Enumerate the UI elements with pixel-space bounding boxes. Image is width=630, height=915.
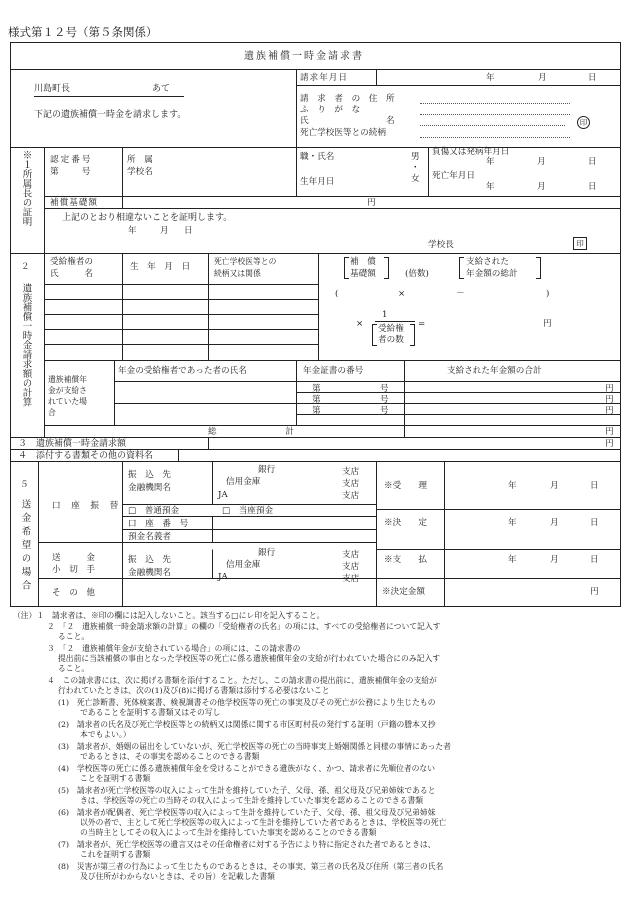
bracket-left-2: [459, 257, 464, 279]
formula-times: (倍数): [405, 269, 429, 279]
col-relation-2: 続柄又は関係: [214, 269, 261, 278]
pension-name-header: 年金の受給権者であった者の氏名: [118, 366, 247, 376]
dest-label-2: 金融機関名: [128, 483, 171, 493]
note-line: 行われていたときは、次の(1)及び(8)に掲げる書類は添付する必要はないこと: [58, 686, 330, 695]
claimant-address-label: 請 求 者 の 住 所: [300, 94, 395, 104]
pension-yen-3: 円: [605, 406, 614, 416]
certify-day: 日: [184, 226, 193, 236]
formula-paid-1: 支給された: [466, 257, 509, 267]
note-line: (8) 災害が第三者の行為によって生じたものであるときは、その事実、第三者の氏名及び住所（第三者の氏名: [58, 862, 444, 871]
pension-total-header: 支給された年金額の合計: [447, 366, 542, 376]
pension-yen-2: 円: [605, 395, 614, 405]
note-line: これを証明する書類: [80, 850, 151, 859]
credit-union-1: 信用金庫: [226, 477, 261, 487]
death-month: 月: [537, 182, 546, 192]
injury-year: 年: [486, 157, 495, 167]
note-line: (6) 請求者が配偶者、死亡学校医等の収入によって生計を維持していた子、父母、孫、祖父母及び兄弟姉妹: [58, 808, 436, 817]
note-line: ２ 「２ 遺族補償一時金請求額の計算」の欄の「受給権者の氏名」の項には、すべての受給権者について記入す: [47, 622, 441, 631]
pension-dai-3: 第: [312, 406, 321, 416]
bank-2: 銀行: [258, 548, 276, 558]
decided-month: 月: [550, 518, 559, 528]
gender-dot: ・: [411, 163, 420, 173]
branch-2a: 支店: [342, 550, 360, 560]
addressee-underline: [34, 96, 184, 97]
birth-label: 生年月日: [300, 177, 335, 187]
claimant-seal: 印: [577, 116, 590, 129]
check-label-2: 小 切 手: [52, 565, 95, 575]
form-title: 遺族補償一時金請求書: [244, 51, 364, 62]
pension-dai-1: 第: [312, 384, 321, 394]
injury-month: 月: [537, 157, 546, 167]
note-line: 提出前に当該補償の事由となった学校医等の死亡に係る遺族補償年金の支給が行われていた場合にのみ記入す: [58, 654, 441, 663]
pension-case-2: 金が支給さ: [48, 386, 87, 395]
branch-2b: 支店: [342, 562, 360, 572]
cert-number-label: 認定番号: [50, 155, 93, 165]
comp-base-label: 補償基礎額: [50, 198, 98, 208]
section5-number: ５: [20, 480, 29, 490]
male-label: 男: [411, 152, 420, 162]
claimant-furigana-line: [420, 114, 570, 115]
formula-x: ×: [398, 289, 406, 299]
note-line: (5) 請求者が死亡学校医等の収入によって生計を維持していた子、父母、孫、祖父母及び兄弟姉妹であると: [58, 786, 436, 795]
note-line: (3) 請求者が、婚姻の届出をしていないが、死亡学校医等の死亡の当時事実上婚姻関係と同様の事情にあった者: [58, 742, 452, 751]
bracket-right-3: [410, 324, 415, 346]
death-day: 日: [588, 182, 597, 192]
col-birth: 生 年 月 日: [130, 262, 191, 272]
pension-case-4: 合: [48, 408, 56, 417]
paid-label: ※支 払: [384, 555, 427, 565]
request-date-label: 請求年月日: [300, 73, 348, 83]
formula-den-2: 者の数: [378, 335, 404, 345]
branch-1a: 支店: [342, 467, 360, 477]
request-year: 年: [486, 73, 495, 83]
pension-dai-2: 第: [312, 395, 321, 405]
branch-2c: 支店: [342, 574, 360, 584]
pension-total-yen: 円: [605, 427, 614, 437]
note-line: ること。: [58, 632, 90, 641]
col-name-1: 受給権者の: [50, 257, 93, 267]
pension-go-3: 号: [380, 406, 389, 416]
claimant-relation-label: 死亡学校医等との続柄: [300, 128, 386, 138]
row3-label: ３ 遺族補償一時金請求額: [18, 439, 127, 449]
note-line: きは、学校医等の死亡の当時その収入によって生計を維持していた事実を認めることのできる書類: [80, 796, 424, 805]
pension-go-2: 号: [380, 395, 389, 405]
request-month: 月: [538, 73, 547, 83]
col-relation-1: 死亡学校医等との: [214, 257, 277, 266]
section2-number: ２: [21, 262, 30, 272]
certify-year: 年: [128, 226, 137, 236]
bracket-right-2: [536, 257, 541, 279]
death-date-label: 死亡年月日: [432, 171, 475, 181]
claimant-name-label: 氏 名: [300, 116, 395, 126]
addressee: 川島町長: [34, 84, 71, 94]
claimant-address-line: [420, 103, 570, 104]
check-label-1: 送 金: [52, 553, 95, 563]
formula-eq: =: [418, 319, 426, 329]
note-line: 本でもよい。）: [80, 730, 131, 739]
notes: [0, 612, 630, 912]
addressee-suffix: あて: [152, 84, 171, 94]
formula-one: 1: [382, 310, 388, 320]
ja-1: JA: [218, 490, 228, 500]
note-line: の当時主としてその収入によって生計を維持していた事実を認めることのできる書類: [80, 828, 377, 837]
ja-2: JA: [218, 572, 228, 582]
request-text: 下記の遺族補償一時金を請求します。: [34, 110, 187, 120]
received-label: ※受 理: [384, 481, 427, 491]
affiliation-label: 所 属: [127, 155, 153, 165]
injury-day: 日: [588, 157, 597, 167]
note-line: ３ 「２ 遺族補償年金が支給されている場合」の項には、この請求書の: [47, 644, 301, 653]
injury-date-label: 負傷又は発病年月日: [432, 147, 510, 157]
formula-yen: 円: [543, 319, 552, 329]
decided-year: 年: [508, 518, 517, 528]
note-line: (7) 請求者が、死亡学校医等の遺言又はその任命権者に対する予告により特に指定された者であるときは、: [58, 840, 436, 849]
death-year: 年: [486, 182, 495, 192]
claimant-furigana-label: ふ り が な: [300, 105, 361, 115]
branch-1c: 支店: [342, 491, 360, 501]
row4-label: ４ 添付する書類その他の資料名: [18, 451, 154, 461]
note-line: (2) 請求者の氏名及び死亡学校医等との続柄又は関係に関する市区町村長の発行する証明（戸籍の謄本又抄: [58, 720, 436, 729]
formula-base-1: 補 償: [350, 257, 376, 267]
transfer-label: 口 座 振 替: [52, 501, 120, 511]
female-label: 女: [411, 174, 420, 184]
comp-base-yen: 円: [367, 198, 376, 208]
dest2-label-2: 金融機関名: [128, 568, 171, 578]
amount-label: ※決定金額: [382, 587, 425, 597]
formula-close: ): [546, 289, 550, 299]
pension-yen-1: 円: [605, 384, 614, 394]
received-month: 月: [550, 481, 559, 491]
branch-1b: 支店: [342, 479, 360, 489]
section5-side-label: 送金希望の場合: [19, 499, 31, 594]
section2-side-label: 遺族補償一時金請求額の計算: [20, 283, 32, 407]
claimant-relation-line: [420, 137, 570, 138]
decided-label: ※決 定: [384, 518, 427, 528]
bank-1: 銀行: [258, 465, 276, 475]
note-line: であることを証明する書類又はその写し: [80, 708, 221, 717]
pension-go-1: 号: [380, 384, 389, 394]
dest2-label-1: 振 込 先: [128, 555, 171, 565]
request-day: 日: [588, 73, 597, 83]
section1-side-label: ※１所属長の証明: [20, 150, 32, 226]
col-name-2: 氏 名: [50, 269, 93, 279]
bracket-left-3: [372, 324, 377, 346]
note-line: ４ この請求書には、次に掲げる書類を添付すること。ただし、この請求書の提出前に、遺族補償年金の支給が: [47, 676, 437, 685]
school-label: 学校名: [127, 167, 153, 177]
account-no-label: 口 座 番 号: [128, 519, 189, 529]
note-line: ことを証明する書類: [80, 774, 151, 783]
pension-case-3: れていた場: [48, 397, 87, 406]
formula-base-2: 基礎額: [350, 269, 376, 279]
other-label: そ の 他: [52, 588, 95, 598]
row3-yen: 円: [605, 439, 614, 449]
holder-label: 預金名義者: [128, 532, 171, 542]
note-line: （注）１ 請求者は、※印の欄には記入しないこと。該当する□にレ印を記入すること。: [13, 611, 325, 620]
cert-number-sub: 第 号: [50, 167, 93, 177]
dest-label-1: 振 込 先: [128, 470, 171, 480]
received-day: 日: [590, 481, 599, 491]
job-name-label: 職・氏名: [300, 152, 335, 162]
note-line: 及び住所がわからないときは、その旨）を記載した書類: [80, 872, 275, 881]
pension-case-1: 遺族補償年: [48, 375, 87, 384]
formula-paid-2: 年金額の総計: [466, 269, 518, 279]
note-line: であるときは、その事実を認めることのできる書類: [80, 752, 260, 761]
fraction-bar: [375, 321, 415, 322]
received-year: 年: [508, 481, 517, 491]
ordinary-deposit-checkbox[interactable]: □ 普通預金: [128, 506, 180, 516]
note-line: ること。: [58, 664, 90, 673]
amount-yen: 円: [590, 587, 599, 597]
pension-cert-header: 年金証書の番号: [303, 366, 364, 376]
decided-day: 日: [590, 518, 599, 528]
note-line: (4) 学校医等の死亡に係る遺族補償年金を受けることができる遺族がなく、かつ、請求者に先順位者のない: [58, 764, 436, 773]
principal-seal: 印: [573, 237, 587, 250]
certify-text: 上記のとおり相違ないことを証明します。: [62, 213, 233, 223]
current-deposit-checkbox[interactable]: □ 当座預金: [222, 506, 274, 516]
formula-open: (: [335, 289, 339, 299]
formula-den-1: 受給権: [378, 324, 404, 334]
claimant-name-line: [420, 125, 565, 126]
bracket-left-1: [344, 257, 349, 279]
bracket-right-1: [384, 257, 389, 279]
formula-mult: ×: [356, 319, 364, 329]
note-line: (1) 死亡診断書、死体検案書、検視調書その他学校医等の死亡の事実及びその死亡が公務により生じたもの: [58, 698, 436, 707]
credit-union-2: 信用金庫: [226, 560, 261, 570]
note-line: 以外の者で、主として死亡学校医等の収入によって生計を維持していた者であるときは、学校医等の死亡: [80, 818, 447, 827]
formula-minus: －: [456, 289, 465, 299]
paid-year: 年: [508, 555, 517, 565]
certify-month: 月: [160, 226, 169, 236]
paid-month: 月: [550, 555, 559, 565]
principal-label: 学校長: [428, 240, 454, 250]
pension-total-label: 総 計: [208, 427, 294, 437]
form-number: 様式第１２号（第５条関係）: [8, 25, 158, 39]
paid-day: 日: [590, 555, 599, 565]
